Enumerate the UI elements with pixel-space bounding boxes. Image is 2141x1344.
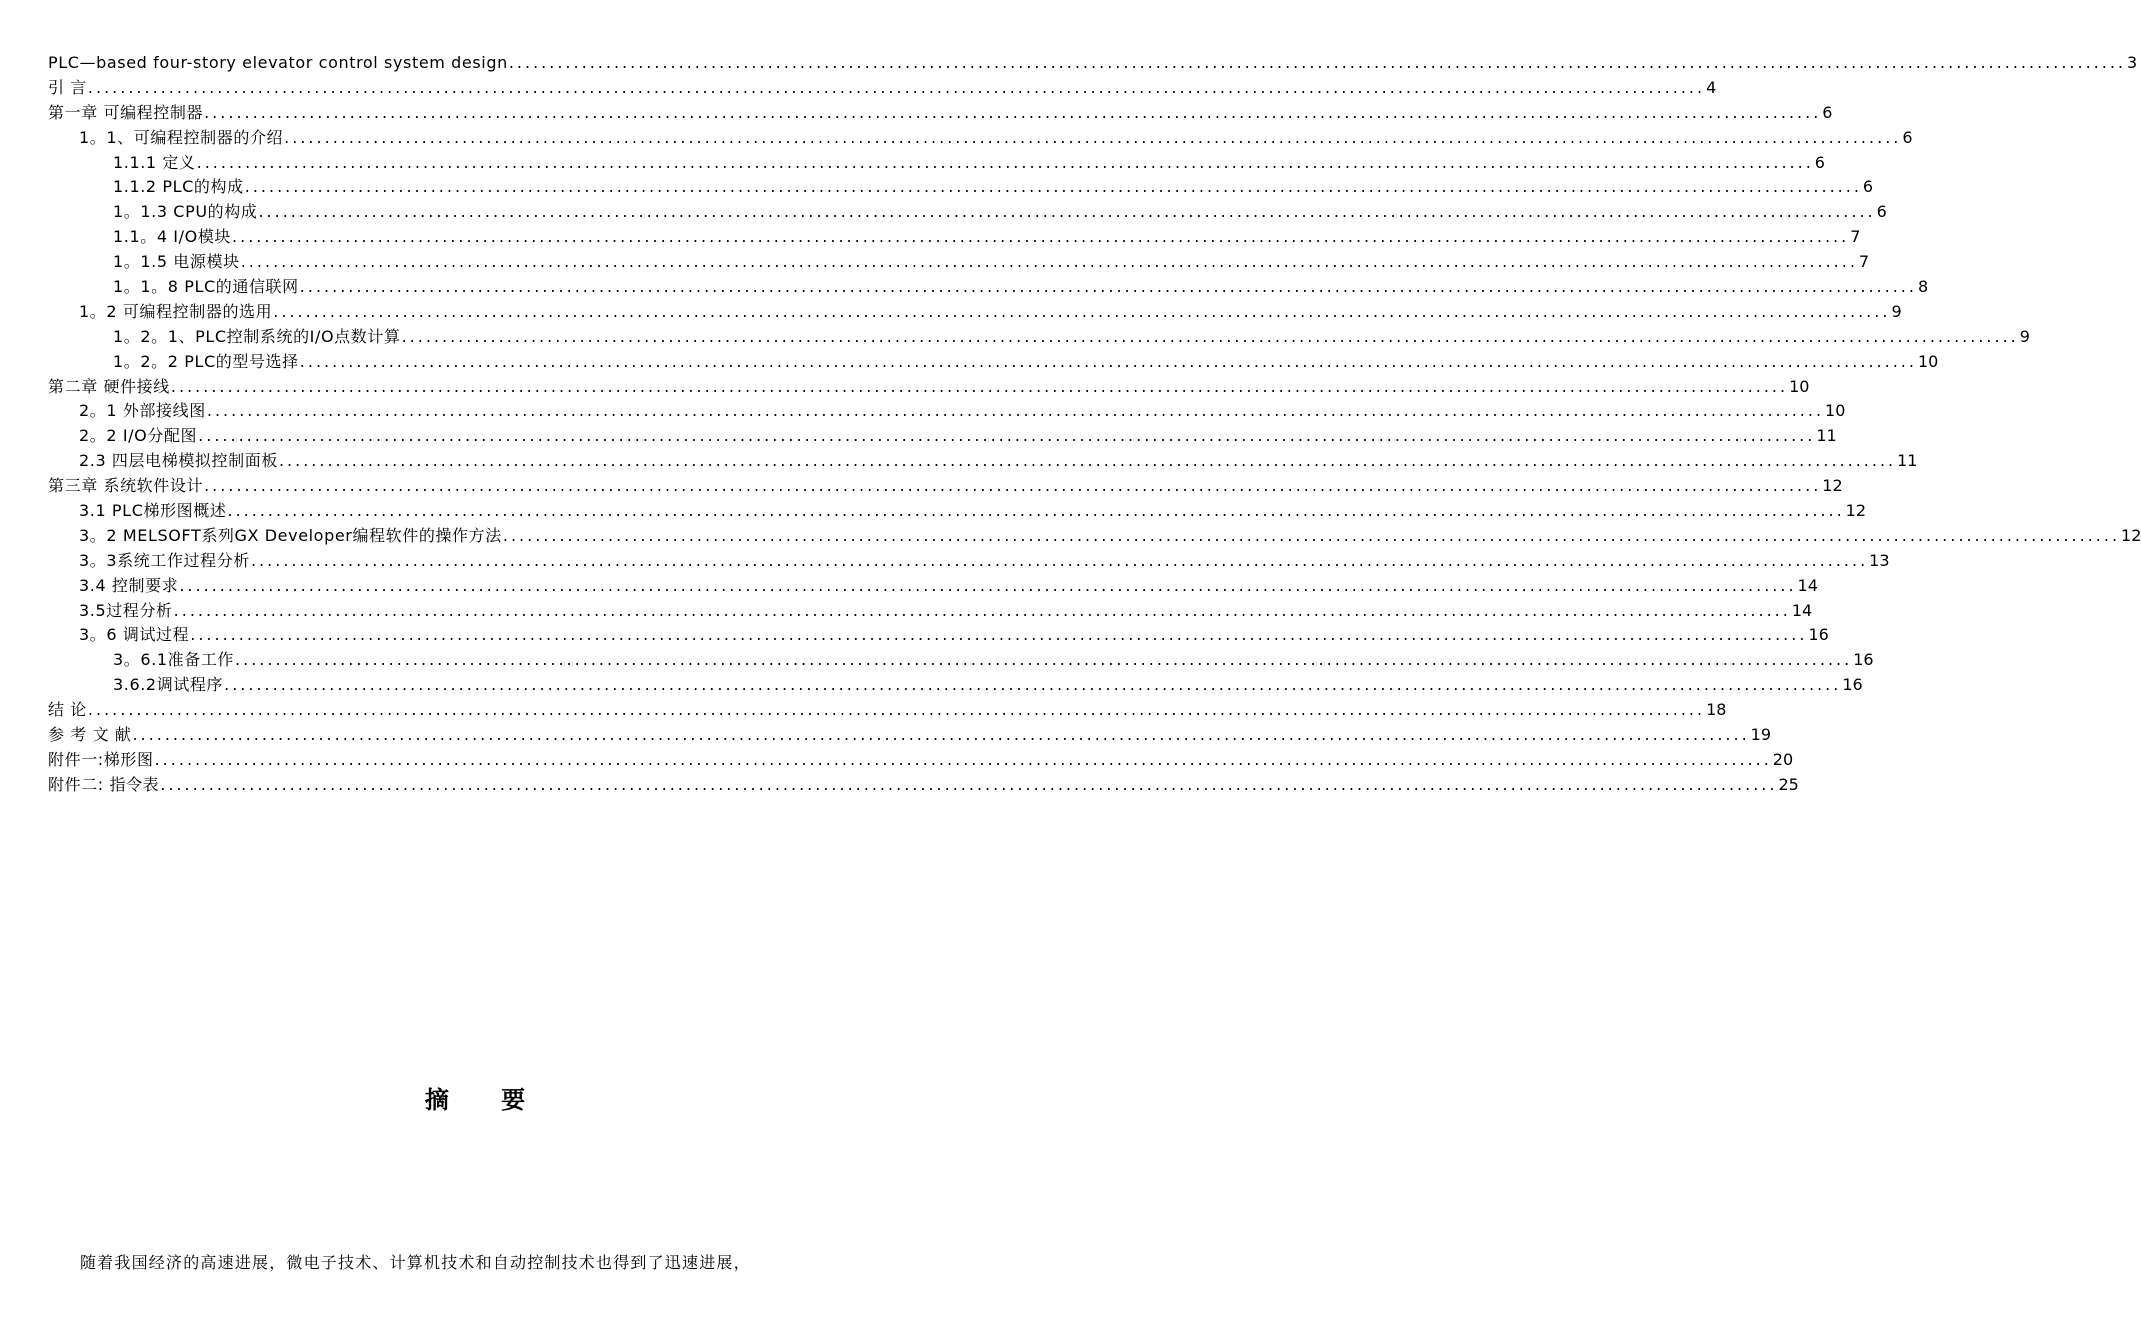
toc-dot-leader: ........................................................................................................................................................................................................	[284, 127, 1902, 147]
toc-dot-leader: ........................................................................................................................................................................................................	[87, 77, 1706, 97]
toc-entry-title: 2。2 I/O分配图	[79, 426, 198, 446]
toc-dot-leader: ........................................................................................................................................................................................................	[401, 326, 2019, 346]
toc-entry-title: 引 言	[48, 77, 87, 97]
table-of-contents	[48, 51, 2141, 798]
toc-entry[interactable]	[48, 375, 1810, 400]
toc-entry-title: 3。6.1准备工作	[113, 650, 235, 670]
toc-page-number: 11	[1897, 451, 1918, 471]
toc-dot-leader: ........................................................................................................................................................................................................	[173, 600, 1791, 620]
toc-page-number: 11	[1816, 426, 1837, 446]
toc-dot-leader: ........................................................................................................................................................................................................	[502, 525, 2121, 545]
toc-entry[interactable]	[48, 623, 1829, 648]
toc-entry[interactable]	[48, 200, 1887, 225]
toc-entry-title: 1。1。8 PLC的通信联网	[113, 277, 299, 297]
toc-entry-title: 3.4 控制要求	[79, 575, 179, 595]
toc-dot-leader: ........................................................................................................................................................................................................	[154, 749, 1772, 769]
toc-dot-leader: ........................................................................................................................................................................................................	[258, 202, 1876, 222]
toc-page-number: 6	[1862, 177, 1874, 197]
toc-entry[interactable]	[48, 175, 1874, 200]
toc-dot-leader: ........................................................................................................................................................................................................	[206, 401, 1825, 421]
toc-dot-leader: ........................................................................................................................................................................................................	[179, 575, 1797, 595]
toc-entry[interactable]	[48, 424, 1837, 449]
toc-entry[interactable]	[48, 399, 1846, 424]
toc-entry-title: 3。3系统工作过程分析	[79, 550, 250, 570]
toc-dot-leader: ........................................................................................................................................................................................................	[224, 675, 1842, 695]
toc-page-number: 6	[1876, 202, 1887, 222]
toc-page-number: 19	[1750, 725, 1772, 745]
toc-page-number: 9	[1891, 301, 1902, 321]
toc-entry[interactable]	[48, 549, 1890, 574]
toc-page-number: 7	[1858, 252, 1870, 272]
toc-entry-title: 3.1 PLC梯形图概述	[79, 501, 227, 521]
toc-entry[interactable]	[48, 325, 2030, 350]
toc-entry[interactable]	[48, 723, 1772, 748]
toc-page-number: 4	[1706, 77, 1717, 97]
toc-entry-title: 第三章 系统软件设计	[48, 476, 204, 496]
toc-page-number: 12	[2121, 525, 2141, 545]
toc-entry-title: 第一章 可编程控制器	[48, 102, 204, 122]
toc-dot-leader: ........................................................................................................................................................................................................	[232, 227, 1850, 247]
toc-entry[interactable]	[48, 574, 1818, 599]
toc-dot-leader: ........................................................................................................................................................................................................	[204, 102, 1822, 122]
toc-entry[interactable]	[48, 499, 1867, 524]
toc-entry-title: 第二章 硬件接线	[48, 376, 170, 396]
toc-dot-leader: ........................................................................................................................................................................................................	[250, 550, 1869, 570]
toc-dot-leader: ........................................................................................................................................................................................................	[244, 177, 1862, 197]
toc-page-number: 9	[2019, 326, 2030, 346]
toc-entry-title: 1。2。2 PLC的型号选择	[113, 351, 299, 371]
toc-entry[interactable]	[48, 599, 1813, 624]
toc-page-number: 16	[1808, 625, 1829, 645]
toc-entry[interactable]	[48, 748, 1794, 773]
toc-dot-leader: ........................................................................................................................................................................................................	[299, 351, 1917, 371]
toc-page-number: 6	[1822, 102, 1833, 122]
toc-entry-title: PLC—based four-story elevator control system design	[48, 53, 508, 72]
toc-entry[interactable]	[48, 773, 1799, 798]
toc-page-number: 25	[1778, 774, 1799, 794]
toc-dot-leader: ........................................................................................................................................................................................................	[299, 277, 1917, 297]
toc-dot-leader: ........................................................................................................................................................................................................	[240, 252, 1858, 272]
toc-page-number: 3	[2127, 53, 2138, 72]
toc-entry-title: 1。2 可编程控制器的选用	[79, 301, 273, 321]
toc-dot-leader: ........................................................................................................................................................................................................	[227, 501, 1845, 521]
toc-entry[interactable]	[48, 300, 1902, 325]
toc-dot-leader: ........................................................................................................................................................................................................	[132, 725, 1750, 745]
toc-page-number: 10	[1825, 401, 1846, 421]
toc-entry[interactable]	[48, 673, 1863, 698]
toc-dot-leader: ........................................................................................................................................................................................................	[190, 625, 1808, 645]
toc-entry[interactable]	[48, 126, 1913, 151]
toc-entry[interactable]	[48, 449, 1918, 474]
toc-dot-leader: ........................................................................................................................................................................................................	[87, 700, 1706, 720]
toc-entry-title: 1.1.1 定义	[113, 152, 196, 172]
toc-entry[interactable]	[48, 350, 1939, 375]
toc-entry[interactable]	[48, 474, 1843, 499]
toc-dot-leader: ........................................................................................................................................................................................................	[508, 53, 2127, 72]
toc-page-number: 16	[1842, 675, 1863, 695]
toc-page-number: 7	[1850, 227, 1861, 247]
toc-entry-title: 1。1.5 电源模块	[113, 252, 240, 272]
toc-entry-title: 3.5过程分析	[79, 600, 173, 620]
abstract-paragraph: 随着我国经济的高速进展，微电子技术、计算机技术和自动控制技术也得到了迅速进展，	[80, 1253, 751, 1272]
toc-entry-title: 3.6.2调试程序	[113, 675, 224, 695]
toc-entry-title: 2。1 外部接线图	[79, 401, 206, 421]
toc-entry-title: 1。2。1、PLC控制系统的I/O点数计算	[113, 326, 401, 346]
toc-page-number: 20	[1772, 749, 1794, 769]
toc-entry-title: 附件一:梯形图	[48, 749, 154, 769]
toc-entry-title: 结 论	[48, 700, 87, 720]
toc-entry[interactable]	[48, 250, 1870, 275]
toc-entry-title: 3。2 MELSOFT系列GX Developer编程软件的操作方法	[79, 525, 502, 545]
toc-entry[interactable]	[48, 698, 1727, 723]
toc-entry-title: 3。6 调试过程	[79, 625, 190, 645]
toc-entry-title: 参 考 文 献	[48, 725, 132, 745]
toc-entry-title: 1。1、可编程控制器的介绍	[79, 127, 284, 147]
toc-dot-leader: ........................................................................................................................................................................................................	[235, 650, 1853, 670]
toc-dot-leader: ........................................................................................................................................................................................................	[196, 152, 1814, 172]
toc-page-number: 8	[1917, 277, 1929, 297]
toc-entry-title: 1。1.3 CPU的构成	[113, 202, 258, 222]
toc-entry[interactable]	[48, 151, 1825, 176]
toc-entry-title: 2.3 四层电梯模拟控制面板	[79, 451, 278, 471]
toc-entry-title: 1.1。4 I/O模块	[113, 227, 232, 247]
toc-dot-leader: ........................................................................................................................................................................................................	[278, 451, 1897, 471]
toc-entry[interactable]	[48, 524, 2141, 549]
abstract-heading: 摘 要	[424, 1085, 548, 1114]
toc-page-number: 13	[1869, 550, 1890, 570]
toc-entry[interactable]	[48, 648, 1874, 673]
toc-page-number: 14	[1791, 600, 1813, 620]
toc-dot-leader: ........................................................................................................................................................................................................	[273, 301, 1891, 321]
toc-page-number: 18	[1706, 700, 1727, 720]
toc-page-number: 12	[1845, 501, 1867, 521]
toc-entry[interactable]	[48, 51, 2138, 76]
toc-page-number: 10	[1789, 376, 1810, 396]
toc-dot-leader: ........................................................................................................................................................................................................	[160, 774, 1778, 794]
toc-page-number: 14	[1797, 575, 1818, 595]
toc-dot-leader: ........................................................................................................................................................................................................	[204, 476, 1822, 496]
toc-entry[interactable]	[48, 275, 1929, 300]
toc-page-number: 10	[1917, 351, 1939, 371]
toc-page-number: 6	[1902, 127, 1913, 147]
toc-entry[interactable]	[48, 101, 1833, 126]
toc-entry[interactable]	[48, 76, 1717, 101]
toc-entry[interactable]	[48, 225, 1861, 250]
toc-dot-leader: ........................................................................................................................................................................................................	[170, 376, 1789, 396]
toc-entry-title: 附件二: 指令表	[48, 774, 160, 794]
toc-entry-title: 1.1.2 PLC的构成	[113, 177, 244, 197]
toc-page-number: 16	[1853, 650, 1874, 670]
toc-dot-leader: ........................................................................................................................................................................................................	[198, 426, 1816, 446]
toc-page-number: 6	[1814, 152, 1825, 172]
toc-page-number: 12	[1822, 476, 1843, 496]
